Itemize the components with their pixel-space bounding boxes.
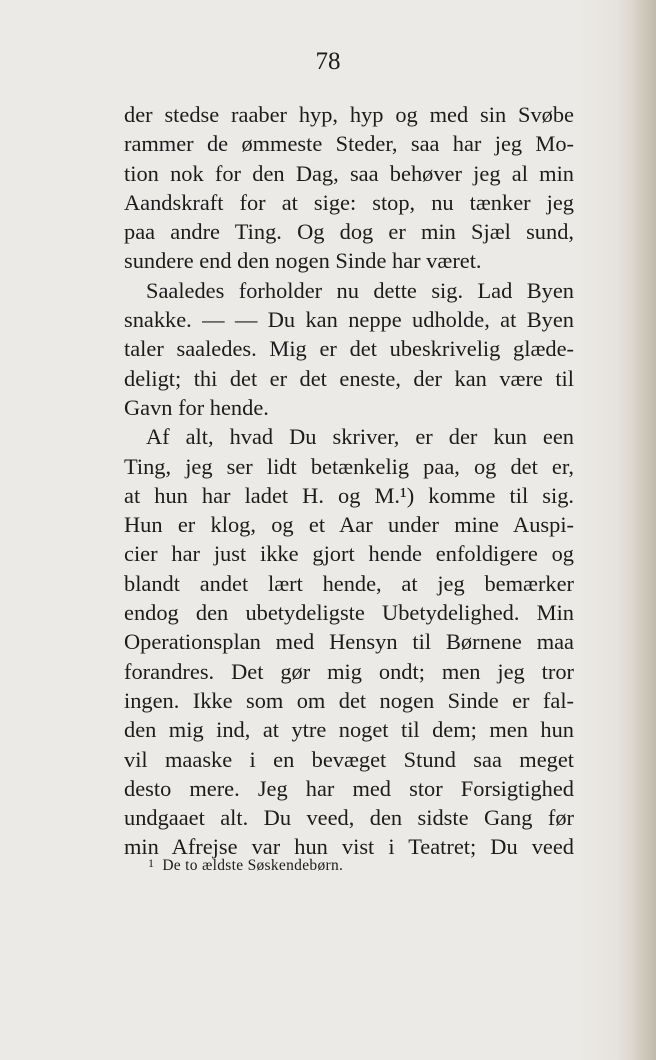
text-line: at hun har ladet H. og M.¹) komme til sig. (124, 482, 574, 508)
text-line: desto mere. Jeg har med stor Forsigtighed (124, 775, 574, 801)
text-line: taler saaledes. Mig er det ubeskrivelig glæde- (124, 336, 574, 362)
text-line: der stedse raaber hyp, hyp og med sin Svøbe (124, 102, 574, 127)
text-line: Hun er klog, og et Aar under mine Auspi- (124, 512, 574, 538)
text-line: endog den ubetydeligste Ubetydelighed. Min (124, 600, 574, 626)
text-line: Gavn for hende. (124, 394, 269, 420)
body-text (124, 100, 574, 862)
footnote-marker: 1 (148, 856, 155, 870)
text-line: Af alt, hvad Du skriver, er der kun een (146, 424, 574, 450)
text-line: cier har just ikke gjort hende enfoldigere og (124, 541, 574, 567)
text-line: Operationsplan med Hensyn til Børnene maa (124, 629, 574, 655)
text-line: snakke. — — Du kan neppe udholde, at Byen (124, 307, 574, 333)
text-line: Saaledes forholder nu dette sig. Lad Byen (146, 277, 574, 303)
footnote (148, 852, 343, 877)
text-line: undgaaet alt. Du veed, den sidste Gang før (124, 805, 574, 831)
text-line: deligt; thi det er det eneste, der kan være til (124, 365, 574, 391)
text-line: rammer de ømmeste Steder, saa har jeg Mo- (124, 131, 574, 157)
text-line: sundere end den nogen Sinde har været. (124, 248, 482, 274)
text-line: Ting, jeg ser lidt betænkelig paa, og det er, (124, 453, 574, 479)
text-line: tion nok for den Dag, saa behøver jeg al min (124, 160, 574, 186)
text-line: paa andre Ting. Og dog er min Sjæl sund, (124, 219, 574, 245)
text-line: Aandskraft for at sige: stop, nu tænker jeg (124, 189, 574, 215)
page-number: 78 (315, 48, 341, 75)
text-line: min Afrejse var hun vist i Teatret; Du veed (124, 834, 574, 860)
text-line: den mig ind, at ytre noget til dem; men hun (124, 717, 574, 743)
text-line: blandt andet lært hende, at jeg bemærker (124, 570, 574, 596)
text-line: ingen. Ikke som om det nogen Sinde er fal- (124, 687, 574, 713)
text-line: vil maaske i en bevæget Stund saa meget (124, 746, 574, 772)
page-edge-shadow (634, 0, 656, 1060)
text-line: forandres. Det gør mig ondt; men jeg tror (124, 658, 574, 684)
footnote-text: De to ældste Søskendebørn. (162, 857, 344, 874)
